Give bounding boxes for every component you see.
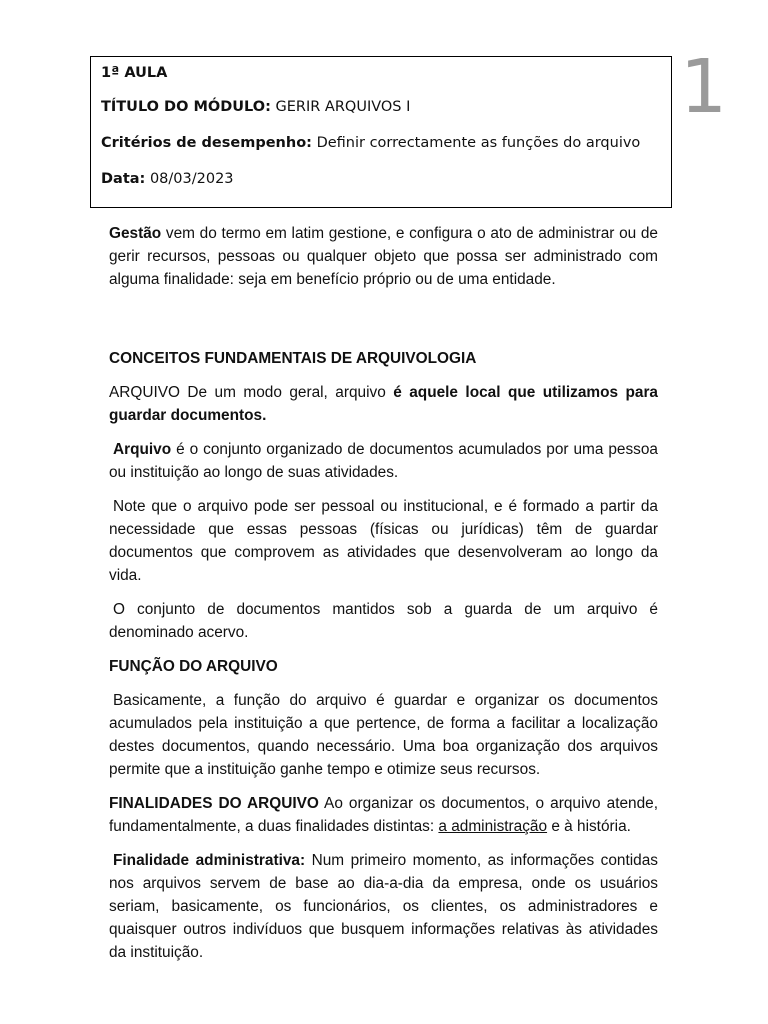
- criteria-line: [101, 135, 640, 151]
- date-value: 08/03/2023: [145, 171, 234, 187]
- heading-function: FUNÇÃO DO ARQUIVO: [109, 658, 278, 675]
- date-line: [101, 171, 234, 187]
- criteria-label: Critérios de desempenho:: [101, 135, 312, 151]
- finalidade-administrativa-text: Num primeiro momento, as informações contidas nos arquivos servem de base ao dia-a-dia da empresa, onde os usuários seriam, basicamente, os funcionários, os clientes, os administradores e quaisquer outros indivíduos que busquem informações relativas às atividades da instituição.: [109, 852, 658, 961]
- lesson-header-box: [90, 56, 672, 208]
- term-finalidade-administrativa: Finalidade administrativa:: [113, 852, 306, 869]
- arquivo-conjunto-text: é o conjunto organizado de documentos acumulados por uma pessoa ou instituição ao longo de suas atividades.: [109, 441, 658, 481]
- date-label: Data:: [101, 171, 146, 187]
- arquivo-definition-bold: é aquele local que utilizamos para guardar documentos.: [109, 384, 658, 424]
- paragraph-finalidade-administrativa: [109, 849, 658, 964]
- module-title-line: [101, 99, 410, 115]
- paragraph-note: Note que o arquivo pode ser pessoal ou institucional, e é formado a partir da necessidade que essas pessoas (físicas ou jurídicas) têm de guardar documentos que comprovem as atividades que desenvolveram ao longo da vida.: [109, 498, 658, 584]
- paragraph-acervo: O conjunto de documentos mantidos sob a guarda de um arquivo é denominado acervo.: [109, 601, 658, 641]
- module-title-value: GERIR ARQUIVOS I: [270, 99, 411, 115]
- criteria-value: Definir correctamente as funções do arquivo: [311, 135, 641, 151]
- heading-concepts: CONCEITOS FUNDAMENTAIS DE ARQUIVOLOGIA: [109, 350, 477, 367]
- finalidades-text: Ao organizar os documentos, o arquivo atende, fundamentalmente, a duas finalidades distintas:: [109, 795, 658, 835]
- paragraph-arquivo-conjunto: [109, 438, 658, 484]
- term-gestao: Gestão: [109, 225, 162, 242]
- term-arquivo: Arquivo: [113, 441, 172, 458]
- lesson-number-text: 1ª AULA: [101, 65, 168, 81]
- document-body: [109, 222, 658, 964]
- paragraph-gestao-text: vem do termo em latim gestione, e configura o ato de administrar ou de gerir recursos, pessoas ou qualquer objeto que possa ser administrado com alguma finalidade: seja em benefício próprio ou de uma entidade.: [109, 225, 658, 288]
- underlined-administracao: a administração: [438, 818, 548, 835]
- paragraph-function: Basicamente, a função do arquivo é guardar e organizar os documentos acumulados pela instituição a que pertence, de forma a facilitar a localização destes documentos, quando necessário. Uma boa organização dos arquivos permite que a instituição ganhe tempo e otimize seus recursos.: [109, 692, 658, 778]
- finalidades-end: e à história.: [547, 818, 631, 835]
- paragraph-finalidades: [109, 792, 658, 838]
- lesson-number: [101, 65, 167, 81]
- term-finalidades: FINALIDADES DO ARQUIVO: [109, 795, 319, 812]
- page-number: 1: [680, 44, 728, 130]
- arquivo-definition-text: ARQUIVO De um modo geral, arquivo: [109, 384, 394, 401]
- paragraph-arquivo-definition: [109, 381, 658, 427]
- module-title-label: TÍTULO DO MÓDULO:: [101, 99, 271, 115]
- paragraph-gestao: [109, 222, 658, 291]
